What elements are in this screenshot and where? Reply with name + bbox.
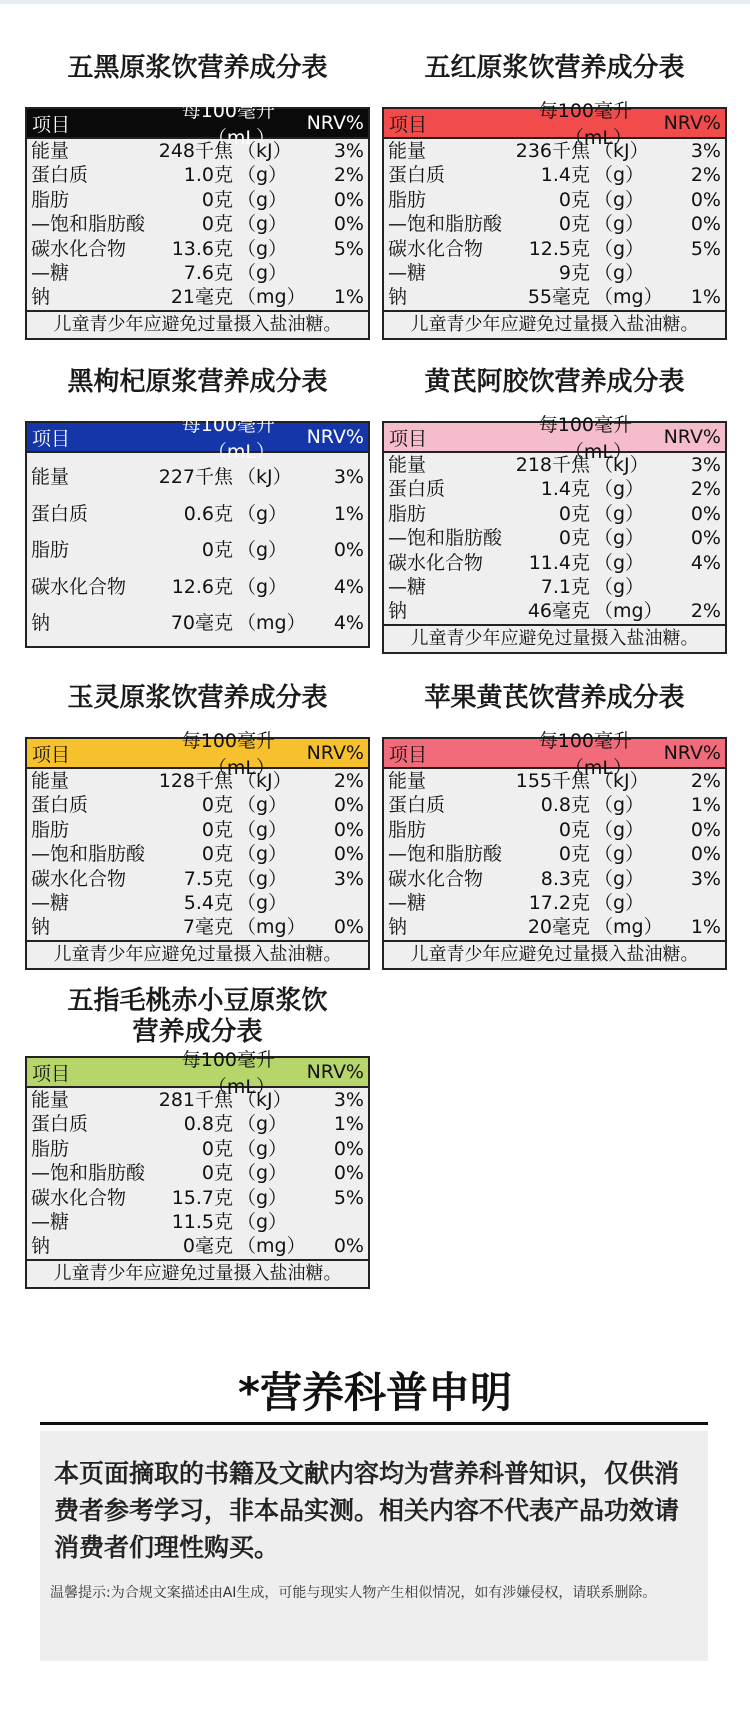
table-row bbox=[384, 842, 725, 866]
table-row bbox=[384, 769, 725, 793]
nutrient-unit: （g） bbox=[237, 794, 288, 817]
nutrient-nrv: 4% bbox=[333, 575, 364, 598]
nutrient-value: 55毫克 bbox=[527, 286, 590, 309]
nutrient-name: 碳水化合物 bbox=[31, 1186, 127, 1209]
table-rows bbox=[27, 139, 368, 310]
nutrient-unit: （g） bbox=[237, 1113, 288, 1136]
table-row bbox=[384, 915, 725, 939]
nutrient-value: 5.4克 bbox=[183, 891, 233, 914]
nutrition-panel bbox=[25, 52, 370, 335]
nutrient-value: 0毫克 bbox=[182, 1235, 233, 1258]
table-footer-note: 儿童青少年应避免过量摄入盐油糖。 bbox=[384, 940, 725, 968]
nutrient-value: 0克 bbox=[201, 818, 233, 841]
nutrient-nrv: 3% bbox=[333, 867, 364, 890]
nutrition-panel bbox=[382, 366, 727, 649]
nutrient-nrv: 2% bbox=[690, 600, 721, 623]
nutrient-name: 钠 bbox=[31, 916, 51, 939]
header-per-100ml: 每100毫升（mL） bbox=[181, 730, 275, 779]
table-row bbox=[384, 285, 725, 309]
nutrient-nrv: 2% bbox=[690, 478, 721, 501]
table-row bbox=[27, 285, 368, 309]
table-row bbox=[27, 1112, 368, 1136]
nutrient-name: —饱和脂肪酸 bbox=[31, 843, 146, 866]
header-per-100ml: 每100毫升（mL） bbox=[181, 414, 275, 463]
table-row bbox=[27, 915, 368, 939]
nutrient-unit: （g） bbox=[237, 502, 288, 525]
table-row bbox=[384, 867, 725, 891]
nutrient-unit: （g） bbox=[237, 891, 288, 914]
nutrient-unit: （g） bbox=[237, 164, 288, 187]
nutrient-value: 155千焦 bbox=[515, 770, 590, 792]
statement-title: *营养科普申明 bbox=[238, 1368, 512, 1417]
nutrition-panel bbox=[25, 682, 370, 965]
table-row bbox=[27, 842, 368, 866]
nutrient-name: 钠 bbox=[388, 600, 408, 623]
nutrient-nrv: 1% bbox=[690, 794, 721, 817]
nutrient-value: 0.6克 bbox=[183, 502, 233, 525]
nutrient-value: 8.3克 bbox=[540, 867, 590, 890]
nutrient-unit: （mg） bbox=[594, 286, 663, 309]
table-row bbox=[27, 1210, 368, 1234]
nutrient-name: 蛋白质 bbox=[388, 164, 446, 187]
table-header bbox=[384, 730, 725, 779]
nutrient-name: —饱和脂肪酸 bbox=[388, 527, 503, 550]
table-row bbox=[27, 237, 368, 261]
table-row bbox=[384, 793, 725, 817]
nutrient-unit: （g） bbox=[594, 794, 645, 817]
nutrient-value: 1.0克 bbox=[183, 164, 233, 187]
nutrient-name: 能量 bbox=[388, 770, 427, 792]
table-row bbox=[27, 139, 368, 163]
nutrient-name: 碳水化合物 bbox=[31, 237, 127, 260]
nutrient-nrv: 2% bbox=[333, 770, 364, 792]
nutrient-value: 128千焦 bbox=[158, 770, 233, 792]
table-header bbox=[27, 1049, 368, 1098]
nutrient-name: 钠 bbox=[31, 286, 51, 309]
nutrient-unit: （g） bbox=[237, 1137, 288, 1160]
nutrient-name: 钠 bbox=[388, 286, 408, 309]
nutrient-nrv: 2% bbox=[690, 164, 721, 187]
nutrient-nrv: 1% bbox=[690, 916, 721, 939]
table-row bbox=[27, 532, 368, 569]
table-row bbox=[27, 1161, 368, 1185]
nutrient-name: 碳水化合物 bbox=[31, 867, 127, 890]
nutrient-value: 0克 bbox=[201, 1162, 233, 1185]
table-row bbox=[27, 1186, 368, 1210]
nutrition-table bbox=[25, 414, 370, 648]
nutrient-name: —糖 bbox=[388, 575, 427, 598]
nutrient-unit: （g） bbox=[594, 188, 645, 211]
nutrient-name: 碳水化合物 bbox=[388, 237, 484, 260]
header-item: 项目 bbox=[389, 113, 428, 136]
statement-tip: 温馨提示:为合规文案描述由AI生成，可能与现实人物产生相似情况，如有涉嫌侵权，请联系删除。 bbox=[50, 1585, 657, 1601]
nutrient-value: 218千焦 bbox=[515, 454, 590, 476]
nutrient-nrv: 5% bbox=[690, 237, 721, 260]
nutrient-value: 7毫克 bbox=[182, 916, 233, 939]
nutrition-panel bbox=[25, 366, 370, 634]
nutrient-value: 0克 bbox=[201, 1137, 233, 1160]
nutrient-value: 248千焦 bbox=[158, 140, 233, 162]
table-row bbox=[384, 477, 725, 501]
nutrient-nrv: 0% bbox=[690, 213, 721, 236]
nutrient-name: 能量 bbox=[31, 770, 70, 792]
table-title: 黑枸杞原浆营养成分表 bbox=[67, 367, 328, 397]
nutrient-name: —饱和脂肪酸 bbox=[31, 1162, 146, 1185]
table-header bbox=[27, 730, 368, 779]
nutrient-name: 脂肪 bbox=[31, 188, 70, 211]
nutrient-name: 蛋白质 bbox=[388, 794, 446, 817]
header-item: 项目 bbox=[32, 1062, 71, 1085]
header-per-100ml: 每100毫升（mL） bbox=[538, 100, 632, 149]
table-title: 五红原浆饮营养成分表 bbox=[424, 53, 685, 83]
table-footer-note: 儿童青少年应避免过量摄入盐油糖。 bbox=[384, 310, 725, 338]
nutrient-unit: （g） bbox=[237, 1186, 288, 1209]
statement-body: 本页面摘取的书籍及文献内容均为营养科普知识，仅供消费者参考学习，非本品实测。相关内容不代表产品功效请消费者们理性购买。 bbox=[54, 1459, 680, 1562]
nutrient-nrv: 1% bbox=[333, 1113, 364, 1136]
table-row bbox=[384, 188, 725, 212]
nutrient-unit: （g） bbox=[594, 891, 645, 914]
nutrition-table bbox=[382, 414, 727, 654]
nutrient-unit: （g） bbox=[594, 502, 645, 525]
statement-box bbox=[40, 1431, 708, 1661]
table-header bbox=[27, 414, 368, 463]
nutrient-name: 能量 bbox=[31, 466, 70, 488]
nutrient-unit: （mg） bbox=[237, 286, 306, 309]
table-row bbox=[27, 188, 368, 212]
table-rows bbox=[27, 453, 368, 646]
nutrient-name: 蛋白质 bbox=[31, 794, 89, 817]
nutrient-value: 46毫克 bbox=[527, 600, 590, 623]
nutrient-value: 1.4克 bbox=[540, 478, 590, 501]
table-row bbox=[27, 569, 368, 606]
table-row bbox=[27, 769, 368, 793]
table-title: 玉灵原浆饮营养成分表 bbox=[67, 683, 328, 713]
table-header bbox=[384, 100, 725, 149]
nutrient-nrv: 3% bbox=[690, 867, 721, 890]
nutrient-name: —糖 bbox=[388, 261, 427, 284]
nutrition-table bbox=[25, 100, 370, 340]
nutrient-name: 能量 bbox=[31, 140, 70, 162]
table-row bbox=[27, 1234, 368, 1258]
nutrient-nrv: 5% bbox=[333, 237, 364, 260]
nutrient-value: 0克 bbox=[558, 502, 590, 525]
nutrient-nrv: 0% bbox=[333, 188, 364, 211]
nutrient-nrv: 3% bbox=[333, 140, 364, 162]
nutrient-value: 20毫克 bbox=[527, 916, 590, 939]
nutrient-value: 0克 bbox=[558, 213, 590, 236]
nutrient-unit: （kJ） bbox=[594, 770, 649, 792]
nutrient-value: 0克 bbox=[201, 188, 233, 211]
header-nrv: NRV% bbox=[306, 1061, 364, 1083]
nutrient-unit: （g） bbox=[594, 213, 645, 236]
table-row bbox=[27, 605, 368, 642]
nutrient-name: 钠 bbox=[31, 612, 51, 634]
table-row bbox=[384, 526, 725, 550]
nutrient-value: 7.6克 bbox=[183, 261, 233, 284]
nutrient-name: 蛋白质 bbox=[31, 1113, 89, 1136]
table-header bbox=[384, 414, 725, 463]
header-per-100ml: 每100毫升（mL） bbox=[538, 730, 632, 779]
table-row bbox=[27, 867, 368, 891]
nutrient-unit: （mg） bbox=[594, 600, 663, 623]
nutrient-unit: （kJ） bbox=[237, 770, 292, 792]
table-footer-note: 儿童青少年应避免过量摄入盐油糖。 bbox=[27, 940, 368, 968]
table-row bbox=[384, 818, 725, 842]
nutrient-name: —糖 bbox=[31, 891, 70, 914]
nutrient-name: —饱和脂肪酸 bbox=[31, 213, 146, 236]
nutrient-unit: （g） bbox=[237, 1162, 288, 1185]
table-row bbox=[27, 818, 368, 842]
nutrient-unit: （g） bbox=[594, 818, 645, 841]
table-rows bbox=[384, 453, 725, 624]
nutrient-name: 蛋白质 bbox=[31, 164, 89, 187]
nutrient-unit: （g） bbox=[594, 261, 645, 284]
nutrient-unit: （g） bbox=[237, 575, 288, 598]
table-row bbox=[384, 261, 725, 285]
nutrient-value: 0克 bbox=[558, 188, 590, 211]
table-title: 黄芪阿胶饮营养成分表 bbox=[424, 367, 685, 397]
nutrient-value: 281千焦 bbox=[158, 1089, 233, 1111]
header-nrv: NRV% bbox=[663, 742, 721, 764]
header-item: 项目 bbox=[389, 743, 428, 766]
nutrient-value: 17.2克 bbox=[528, 891, 590, 914]
nutrient-name: —饱和脂肪酸 bbox=[388, 843, 503, 866]
nutrient-unit: （mg） bbox=[237, 612, 306, 634]
nutrient-value: 0克 bbox=[201, 539, 233, 561]
table-row bbox=[27, 261, 368, 285]
nutrient-nrv: 0% bbox=[333, 916, 364, 939]
nutrition-table bbox=[25, 730, 370, 970]
table-row bbox=[27, 793, 368, 817]
nutrient-nrv: 1% bbox=[333, 286, 364, 309]
nutrient-name: 脂肪 bbox=[388, 818, 427, 841]
nutrient-name: 脂肪 bbox=[388, 502, 427, 525]
nutrient-value: 12.5克 bbox=[528, 237, 590, 260]
nutrient-name: —糖 bbox=[31, 1210, 70, 1233]
nutrient-nrv: 0% bbox=[690, 843, 721, 866]
nutrient-name: —糖 bbox=[388, 891, 427, 914]
nutrient-name: 脂肪 bbox=[31, 539, 70, 561]
table-row bbox=[384, 453, 725, 477]
table-footer-note: 儿童青少年应避免过量摄入盐油糖。 bbox=[27, 310, 368, 338]
header-per-100ml: 每100毫升（mL） bbox=[181, 1049, 275, 1098]
nutrient-name: 能量 bbox=[388, 140, 427, 162]
table-row bbox=[27, 496, 368, 533]
nutrient-unit: （mg） bbox=[237, 916, 306, 939]
table-row bbox=[27, 1088, 368, 1112]
nutrition-panel bbox=[25, 986, 370, 1284]
nutrient-nrv: 3% bbox=[690, 454, 721, 476]
nutrient-value: 0.8克 bbox=[183, 1113, 233, 1136]
nutrient-value: 21毫克 bbox=[170, 286, 233, 309]
header-item: 项目 bbox=[389, 427, 428, 450]
nutrient-value: 11.4克 bbox=[528, 551, 590, 574]
table-title: 五指毛桃赤小豆原浆饮 营养成分表 bbox=[67, 986, 328, 1047]
nutrient-name: 蛋白质 bbox=[388, 478, 446, 501]
nutrient-nrv: 0% bbox=[333, 794, 364, 817]
table-row bbox=[384, 163, 725, 187]
table-row bbox=[384, 599, 725, 623]
nutrient-value: 11.5克 bbox=[171, 1210, 233, 1233]
nutrient-name: 钠 bbox=[388, 916, 408, 939]
nutrient-unit: （mg） bbox=[594, 916, 663, 939]
nutrient-name: —饱和脂肪酸 bbox=[388, 213, 503, 236]
nutrient-unit: （g） bbox=[594, 843, 645, 866]
nutrient-nrv: 4% bbox=[690, 551, 721, 574]
nutrient-nrv: 1% bbox=[690, 286, 721, 309]
nutrient-nrv: 3% bbox=[333, 466, 364, 488]
nutrient-value: 227千焦 bbox=[158, 466, 233, 488]
nutrient-name: 蛋白质 bbox=[31, 502, 89, 525]
nutrient-name: 脂肪 bbox=[388, 188, 427, 211]
nutrient-unit: （g） bbox=[594, 575, 645, 598]
nutrient-nrv: 0% bbox=[690, 502, 721, 525]
nutrient-unit: （g） bbox=[594, 867, 645, 890]
nutrient-unit: （g） bbox=[237, 867, 288, 890]
header-per-100ml: 每100毫升（mL） bbox=[538, 414, 632, 463]
header-per-100ml: 每100毫升（mL） bbox=[181, 100, 275, 149]
nutrient-value: 15.7克 bbox=[171, 1186, 233, 1209]
nutrient-value: 0克 bbox=[558, 527, 590, 550]
nutrient-value: 0.8克 bbox=[540, 794, 590, 817]
table-row bbox=[384, 237, 725, 261]
nutrient-nrv: 0% bbox=[333, 1137, 364, 1160]
table-rows bbox=[384, 769, 725, 940]
nutrient-unit: （kJ） bbox=[237, 1089, 292, 1111]
header-item: 项目 bbox=[32, 743, 71, 766]
nutrient-nrv: 2% bbox=[690, 770, 721, 792]
nutrition-table bbox=[382, 100, 727, 340]
nutrient-name: —糖 bbox=[31, 261, 70, 284]
nutrient-value: 0克 bbox=[201, 843, 233, 866]
nutrient-unit: （g） bbox=[594, 527, 645, 550]
header-nrv: NRV% bbox=[306, 112, 364, 134]
nutrient-nrv: 0% bbox=[333, 213, 364, 236]
nutrient-nrv: 3% bbox=[333, 1089, 364, 1111]
nutrient-unit: （g） bbox=[594, 551, 645, 574]
nutrient-unit: （g） bbox=[237, 1210, 288, 1233]
nutrient-nrv: 0% bbox=[690, 188, 721, 211]
nutrient-nrv: 0% bbox=[333, 539, 364, 561]
table-row bbox=[27, 459, 368, 496]
nutrient-nrv: 4% bbox=[333, 612, 364, 634]
nutrient-nrv: 0% bbox=[333, 843, 364, 866]
table-row bbox=[384, 575, 725, 599]
nutrient-name: 钠 bbox=[31, 1235, 51, 1258]
nutrient-name: 能量 bbox=[31, 1089, 70, 1111]
nutrient-unit: （kJ） bbox=[237, 466, 292, 488]
table-row bbox=[384, 891, 725, 915]
nutrition-panel bbox=[382, 682, 727, 965]
header-nrv: NRV% bbox=[306, 742, 364, 764]
nutrient-value: 0克 bbox=[201, 794, 233, 817]
nutrient-nrv: 0% bbox=[333, 1235, 364, 1258]
nutrient-value: 7.5克 bbox=[183, 867, 233, 890]
nutrient-nrv: 0% bbox=[690, 527, 721, 550]
nutrient-nrv: 0% bbox=[333, 818, 364, 841]
table-footer-note: 儿童青少年应避免过量摄入盐油糖。 bbox=[27, 1259, 368, 1287]
nutrient-unit: （g） bbox=[237, 818, 288, 841]
nutrient-unit: （kJ） bbox=[594, 454, 649, 476]
table-row bbox=[27, 163, 368, 187]
table-row bbox=[384, 212, 725, 236]
table-footer-note: 儿童青少年应避免过量摄入盐油糖。 bbox=[384, 624, 725, 652]
header-item: 项目 bbox=[32, 113, 71, 136]
nutrient-name: 碳水化合物 bbox=[31, 575, 127, 598]
nutrient-unit: （g） bbox=[237, 213, 288, 236]
table-row bbox=[384, 502, 725, 526]
table-rows bbox=[27, 769, 368, 940]
nutrient-nrv: 2% bbox=[333, 164, 364, 187]
nutrient-value: 70毫克 bbox=[170, 612, 233, 634]
nutrient-unit: （kJ） bbox=[237, 140, 292, 162]
header-nrv: NRV% bbox=[663, 426, 721, 448]
table-row bbox=[27, 212, 368, 236]
top-divider bbox=[0, 0, 750, 4]
nutrient-unit: （g） bbox=[594, 478, 645, 501]
nutrient-nrv: 0% bbox=[690, 818, 721, 841]
table-row bbox=[27, 891, 368, 915]
statement-divider bbox=[40, 1422, 708, 1425]
nutrient-value: 0克 bbox=[558, 818, 590, 841]
nutrient-value: 9克 bbox=[558, 261, 590, 284]
nutrient-nrv: 3% bbox=[690, 140, 721, 162]
table-title: 五黑原浆饮营养成分表 bbox=[67, 53, 328, 83]
nutrient-name: 碳水化合物 bbox=[388, 551, 484, 574]
nutrient-name: 脂肪 bbox=[31, 1137, 70, 1160]
nutrient-unit: （kJ） bbox=[594, 140, 649, 162]
nutrient-unit: （mg） bbox=[237, 1235, 306, 1258]
nutrition-panel bbox=[382, 52, 727, 335]
nutrition-table bbox=[25, 1049, 370, 1289]
table-row bbox=[27, 1137, 368, 1161]
nutrient-value: 7.1克 bbox=[540, 575, 590, 598]
table-title: 苹果黄芪饮营养成分表 bbox=[424, 683, 685, 713]
nutrient-unit: （g） bbox=[237, 843, 288, 866]
nutrient-unit: （g） bbox=[594, 164, 645, 187]
table-row bbox=[384, 551, 725, 575]
nutrient-name: 碳水化合物 bbox=[388, 867, 484, 890]
nutrient-value: 0克 bbox=[558, 843, 590, 866]
table-rows bbox=[27, 1088, 368, 1259]
nutrient-unit: （g） bbox=[237, 261, 288, 284]
nutrient-unit: （g） bbox=[237, 539, 288, 561]
nutrient-value: 236千焦 bbox=[515, 140, 590, 162]
header-nrv: NRV% bbox=[306, 426, 364, 448]
table-header bbox=[27, 100, 368, 149]
nutrient-name: 脂肪 bbox=[31, 818, 70, 841]
nutrient-value: 13.6克 bbox=[171, 237, 233, 260]
nutrient-nrv: 0% bbox=[333, 1162, 364, 1185]
nutrient-value: 0克 bbox=[201, 213, 233, 236]
nutrition-table bbox=[382, 730, 727, 970]
nutrient-unit: （g） bbox=[237, 237, 288, 260]
nutrient-unit: （g） bbox=[237, 188, 288, 211]
nutrient-value: 12.6克 bbox=[171, 575, 233, 598]
nutrient-name: 能量 bbox=[388, 454, 427, 476]
nutrient-unit: （g） bbox=[594, 237, 645, 260]
table-row bbox=[384, 139, 725, 163]
table-rows bbox=[384, 139, 725, 310]
nutrient-nrv: 5% bbox=[333, 1186, 364, 1209]
header-nrv: NRV% bbox=[663, 112, 721, 134]
nutrient-nrv: 1% bbox=[333, 502, 364, 525]
header-item: 项目 bbox=[32, 427, 71, 450]
nutrient-value: 1.4克 bbox=[540, 164, 590, 187]
